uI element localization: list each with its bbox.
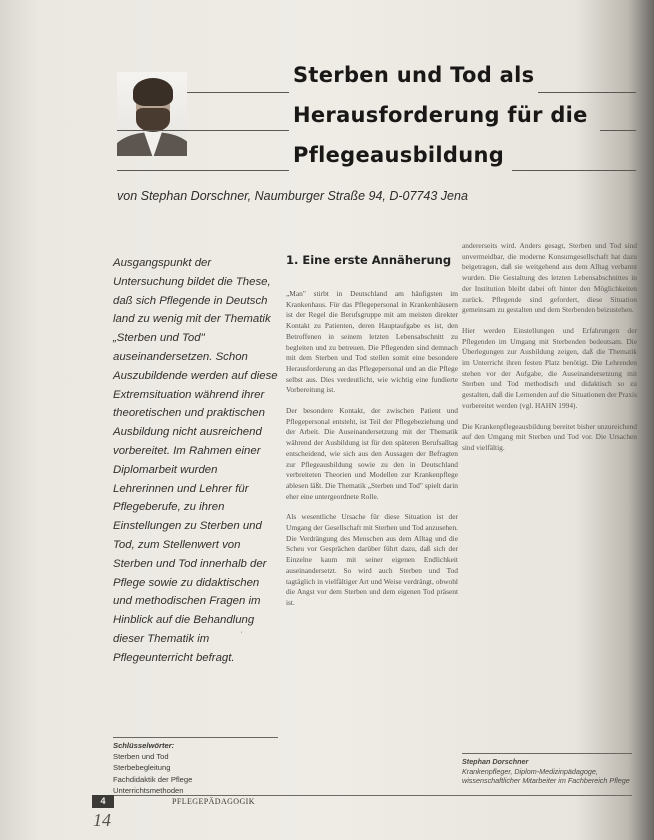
pin-mark: ': [241, 630, 243, 639]
handwritten-number: 14: [93, 810, 111, 830]
abstract: Ausgangspunkt der Untersuchung bildet die These, daß sich Pflegende in Deutsch land zu wenig mit der Thematik „Sterben und Tod" auseinandersetzen. Schon Auszubildende werden auf diese Extremsituation während ihrer theoretischen und praktischen Ausbildung nicht ausreichend vorbereitet. Im Rahmen einer Diplomarbeit wurden Lehrerinnen und Lehrer für Pflegeberufe, zu ihren Einstellungen zu Sterben und Tod, zum Stellenwert von Sterben und Tod innerhalb der Pflege sowie zu didaktischen und methodischen Fragen im Hinblick auf die Behandlung dieser Thematik im Pflegeunterricht befragt.: [113, 257, 278, 664]
title-rule: [117, 170, 289, 171]
keywords-heading: Schlüsselwörter:: [113, 737, 278, 751]
byline: von Stephan Dorschner, Naumburger Straße 94, D-07743 Jena: [117, 189, 468, 203]
body-paragraph: Der besondere Kontakt, der zwischen Patient und Pflegepersonal entsteht, ist Teil der Pflegebeziehung und der Arbeit. Die Auseinandersetzung mit der Thematik während der Ausbildung ist für den späteren Berufsalltag entscheidend, wie sich aus den Aussagen der Befragten zur Pflegeausbildung sowie zu den in Deutschland verbreiteten Theorien und Modellen zur Krankenpflege ablesen läßt. Die Thematik „Sterben und Tod" spielt darin eher eine untergeordnete Rolle.: [286, 406, 458, 501]
keyword-item: Sterben und Tod: [113, 752, 169, 762]
body-paragraph: Hier werden Einstellungen und Erfahrungen der Pflegenden im Umgang mit Sterbenden bedeutsam. Die Überlegungen zur Ausbildung zeigen, daß die Thematik im Unterricht ihren festen Platz benötigt. Die Lehrenden stehen vor der Aufgabe, die Auseinandersetzung mit Sterben und Tod methodisch und didaktisch so zu gestalten, daß die Lernenden auf die Situationen der Praxis vorbereitet werden (vgl. HAHN 1994).: [462, 325, 637, 410]
keyword-item: Unterrichtsmethoden: [113, 785, 184, 795]
body-paragraph: Die Krankenpflegeausbildung bereitet bisher unzureichend auf den Umgang mit Sterben und Tod vor. Die Ursachen sind vielfältig.: [462, 421, 637, 452]
keywords-box: [113, 737, 278, 796]
title-rule: [600, 130, 636, 131]
title-rule: [187, 92, 289, 93]
body-column-right: [462, 241, 637, 464]
keyword-item: Sterbebegleitung: [113, 763, 171, 773]
body-paragraph: andererseits wird. Anders gesagt, Sterben und Tod sind unvermeidbar, die moderne Konsumgesellschaft hat dazu beigetragen, daß sie weitgehend aus dem Alltag verbannt wurden. Die Gestaltung des letzten Lebensabschnittes in der Institution bleibt dabei oft hinter den Möglichkeiten zurück. Pflegende sind gefordert, diese Situation gemeinsam zu gestalten und dem Sterbenden beizustehen.: [462, 241, 637, 315]
title-line-1: Sterben und Tod als: [293, 63, 535, 87]
title-line-3: Pflegeausbildung: [293, 143, 505, 167]
author-photo: [117, 72, 187, 156]
body-paragraph: Als wesentliche Ursache für diese Situation ist der Umgang der Gesellschaft mit Sterben und Tod anzusehen. Die Verdrängung des Menschen aus dem Alltag und die Scheu vor Gesprächen darüber führt dazu, daß sich der Einzelne kaum mit seiner eigenen Endlichkeit auseinandersetzt. So wird auch Sterben und Tod tagtäglich in vielfältiger Art und Weise verdrängt, obwohl die Angst vor dem Sterben und dem eigenen Tod präsent ist.: [286, 512, 458, 607]
section-heading: 1. Eine erste Annäherung: [286, 253, 452, 267]
title-line-2: Herausforderung für die: [293, 103, 588, 127]
author-name: Stephan Dorschner: [462, 753, 632, 767]
title-rule: [512, 170, 636, 171]
page-number: 4: [92, 795, 114, 808]
title-rule: [538, 92, 636, 93]
body-column-middle: [286, 254, 458, 619]
keyword-item: Fachdidaktik der Pflege: [113, 774, 193, 784]
footer-rule: [92, 795, 632, 796]
author-info-box: [462, 753, 632, 786]
journal-name: PFLEGEPÄDAGOGIK: [172, 797, 255, 806]
author-description: Krankenpfleger, Diplom-Medizinpädagoge, wissenschaftlicher Mitarbeiter im Fachbereich Pflege: [462, 766, 630, 786]
body-paragraph: „Man" stirbt in Deutschland am häufigsten im Krankenhaus. Für das Pflegepersonal in Krankenhäusern ist der Regel die Berufsgruppe mit am meisten direkter Kontakt zu Patienten, deren Hauptaufgabe es ist, den Betroffenen in seinem letzten Lebensabschnitt zu begleiten und zu betreuen. Die Pflegenden sind demnach mit dem Sterben und Tod stellen somit eine besondere Herausforderung an das Pflegepersonal und an die Pflege selbst aus. Dies verdeutlicht, wie wichtig eine fundierte Vorbereitung ist.: [286, 289, 458, 395]
title-rule: [117, 130, 289, 131]
